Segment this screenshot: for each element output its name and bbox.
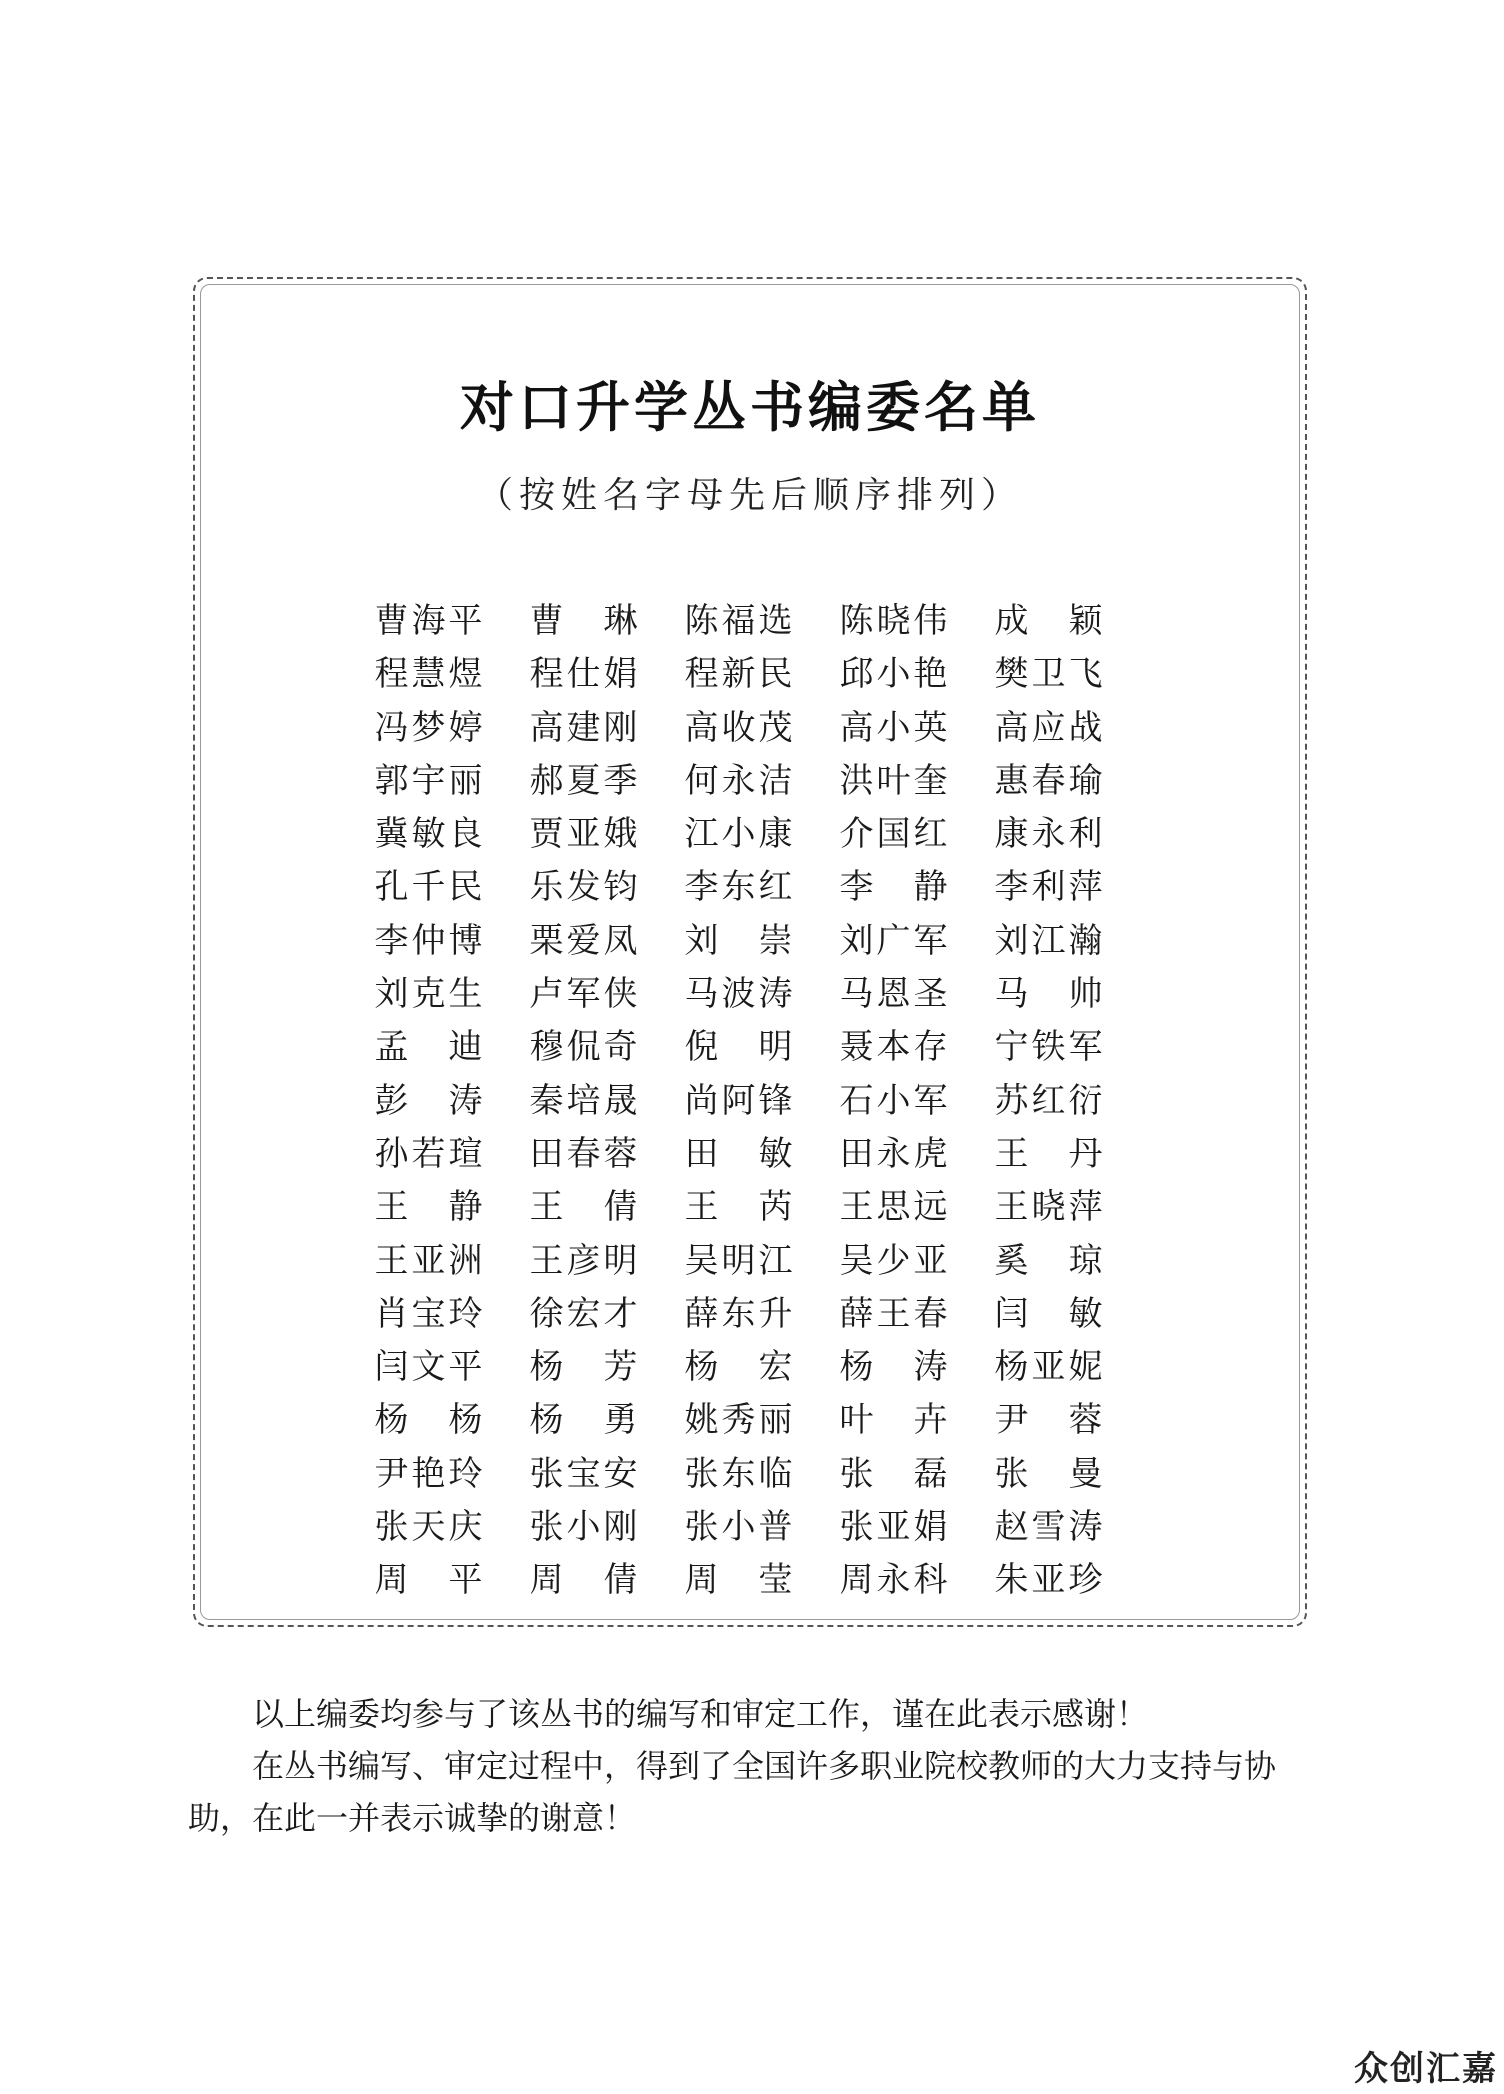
- editor-name: 王 静: [374, 1187, 483, 1228]
- editor-name: 杨 芳: [529, 1347, 638, 1388]
- editor-name: 王亚洲: [374, 1240, 483, 1281]
- editor-name: 尹 蓉: [994, 1400, 1103, 1441]
- editor-name: 曹海平: [374, 601, 483, 641]
- editor-name: 程慧煜: [374, 654, 483, 695]
- editor-name: 介国红: [839, 814, 948, 855]
- editor-name: 惠春瑜: [994, 760, 1103, 801]
- editor-name: 冯梦婷: [374, 707, 483, 748]
- editor-name: 高应战: [994, 707, 1103, 748]
- editor-name: 肖宝玲: [374, 1293, 483, 1334]
- editor-name: 田永虎: [839, 1133, 948, 1174]
- editor-name: 闫 敏: [994, 1293, 1103, 1334]
- editor-name: 张 曼: [994, 1453, 1103, 1494]
- editor-name: 吴少亚: [839, 1240, 948, 1281]
- editor-name: 穆侃奇: [529, 1027, 638, 1068]
- editor-name: 田 敏: [684, 1133, 793, 1174]
- editor-name: 聂本存: [839, 1027, 948, 1068]
- editor-name: 冀敏良: [374, 814, 483, 855]
- editor-name: 樊卫飞: [994, 654, 1103, 695]
- editor-name: 洪叶奎: [839, 760, 948, 801]
- editor-name: 张亚娟: [839, 1507, 948, 1548]
- editor-name: 刘江瀚: [994, 920, 1103, 961]
- editor-name: 刘克生: [374, 974, 483, 1015]
- editor-name: 张 磊: [839, 1453, 948, 1494]
- editor-name: 王 丹: [994, 1133, 1103, 1174]
- editor-name: 马 帅: [994, 974, 1103, 1015]
- editor-name: 薛东升: [684, 1293, 793, 1334]
- editor-name: 徐宏才: [529, 1293, 638, 1334]
- editor-name: 杨 宏: [684, 1347, 793, 1388]
- editor-name: 尹艳玲: [374, 1453, 483, 1494]
- editor-name: 何永洁: [684, 760, 793, 801]
- editor-name: 邱小艳: [839, 654, 948, 695]
- editor-name: 程新民: [684, 654, 793, 695]
- editor-name: 刘广军: [839, 920, 948, 961]
- editor-name: 薛王春: [839, 1293, 948, 1334]
- page-subtitle: （按姓名字母先后顺序排列）: [476, 475, 1023, 516]
- editor-name: 石小军: [839, 1080, 948, 1121]
- editor-name: 李利萍: [994, 867, 1103, 908]
- editor-name: 倪 明: [684, 1027, 793, 1068]
- editor-name: 康永利: [994, 814, 1103, 855]
- decorative-frame: [193, 277, 1307, 1627]
- editor-name: 张东临: [684, 1453, 793, 1494]
- names-grid: [373, 595, 1173, 1608]
- editor-name: 杨亚妮: [994, 1347, 1103, 1388]
- editor-name: 张小普: [684, 1507, 793, 1548]
- editor-name: 高建刚: [529, 707, 638, 748]
- editor-name: 程仕娟: [529, 654, 638, 695]
- editor-name: 刘 崇: [684, 920, 793, 961]
- editor-name: 宁铁军: [994, 1027, 1103, 1068]
- thanks-paragraph: 在丛书编写、审定过程中，得到了全国许多职业院校教师的大力支持与协助，在此一并表示诚挚的谢意！: [188, 1747, 1277, 1837]
- editor-name: 马恩圣: [839, 974, 948, 1015]
- editor-name: 王晓萍: [994, 1187, 1103, 1228]
- editor-name: 姚秀丽: [684, 1400, 793, 1441]
- editor-name: 杨 勇: [529, 1400, 638, 1441]
- editor-name: 马波涛: [684, 974, 793, 1015]
- editor-name: 王 芮: [684, 1187, 793, 1228]
- editor-name: 周 倩: [529, 1560, 638, 1601]
- editor-name: 张小刚: [529, 1507, 638, 1548]
- page-title: 对口升学丛书编委名单: [460, 376, 1040, 439]
- editor-name: 奚 琼: [994, 1240, 1103, 1281]
- editor-name: 孟 迪: [374, 1027, 483, 1068]
- watermark-logo: 众创汇嘉: [1354, 2049, 1498, 2089]
- thanks-section: [188, 1688, 1328, 1844]
- editor-name: 苏红衍: [994, 1080, 1103, 1121]
- editor-name: 卢军侠: [529, 974, 638, 1015]
- editor-name: 王彦明: [529, 1240, 638, 1281]
- editor-name: 叶 卉: [839, 1400, 948, 1441]
- editor-name: 江小康: [684, 814, 793, 855]
- editor-name: 李东红: [684, 867, 793, 908]
- editor-name: 周永科: [839, 1560, 948, 1601]
- editor-name: 栗爱凤: [529, 920, 638, 961]
- editor-name: 贾亚娥: [529, 814, 638, 855]
- editor-name: 郝夏季: [529, 760, 638, 801]
- editor-name: 赵雪涛: [994, 1507, 1103, 1548]
- editor-name: 曹 琳: [529, 601, 638, 641]
- editor-name: 闫文平: [374, 1347, 483, 1388]
- editor-name: 周 平: [374, 1560, 483, 1601]
- editor-name: 孔千民: [374, 867, 483, 908]
- editor-name: 尚阿锋: [684, 1080, 793, 1121]
- editor-name: 高小英: [839, 707, 948, 748]
- editor-name: 彭 涛: [374, 1080, 483, 1121]
- editor-name: 杨 杨: [374, 1400, 483, 1441]
- editor-name: 孙若瑄: [374, 1133, 483, 1174]
- thanks-paragraph: 以上编委均参与了该丛书的编写和审定工作，谨在此表示感谢！: [252, 1695, 1149, 1733]
- editor-name: 吴明江: [684, 1240, 793, 1281]
- editor-name: 周 莹: [684, 1560, 793, 1601]
- editor-name: 张宝安: [529, 1453, 638, 1494]
- editor-name: 高收茂: [684, 707, 793, 748]
- editor-name: 李 静: [839, 867, 948, 908]
- editor-name: 乐发钧: [529, 867, 638, 908]
- editor-name: 陈晓伟: [839, 601, 948, 641]
- editor-name: 成 颖: [994, 601, 1103, 641]
- editor-name: 张天庆: [374, 1507, 483, 1548]
- editor-name: 秦培晟: [529, 1080, 638, 1121]
- editor-name: 李仲博: [374, 920, 483, 961]
- editor-name: 朱亚珍: [994, 1560, 1103, 1601]
- editor-name: 陈福选: [684, 601, 793, 641]
- editor-name: 郭宇丽: [374, 760, 483, 801]
- editor-name: 王 倩: [529, 1187, 638, 1228]
- editor-name: 杨 涛: [839, 1347, 948, 1388]
- editor-name: 王思远: [839, 1187, 948, 1228]
- editor-name: 田春蓉: [529, 1133, 638, 1174]
